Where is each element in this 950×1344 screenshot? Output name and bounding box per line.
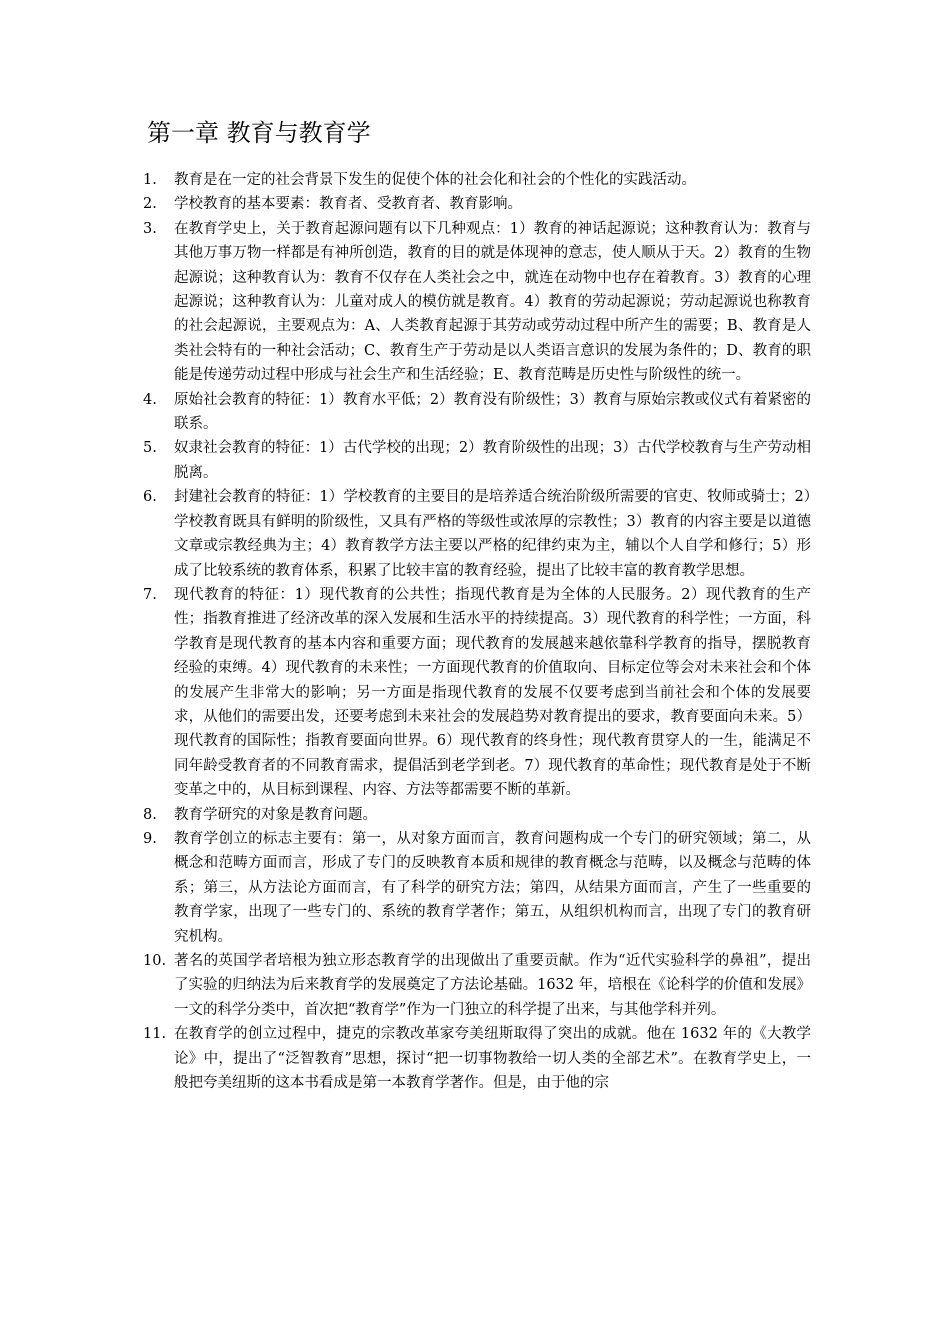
list-item [0, 192, 811, 216]
list-item-number: 5. [143, 440, 157, 457]
list-item-number: 8. [143, 806, 157, 823]
list-item-text: 教育学创立的标志主要有：第一，从对象方面而言，教育问题构成一个专门的研究领域；第二，从概念和范畴方面而言，形成了专门的反映教育本质和规律的教育概念与范畴，以及概念与范畴的体系；第三，从方法论方面而言，有了科学的研究方法；第四，从结果方面而言，产生了一些重要的教育学家，出现了一些专门的、系统的教育学著作；第五，从组织机构而言，出现了专门的教育研究机构。 [174, 830, 811, 945]
list-item-text: 在教育学史上，关于教育起源问题有以下几种观点：1）教育的神话起源说；这种教育认为：教育与其他万事万物一样都是有神所创造，教育的目的就是体现神的意志，使人顺从于天。2）教育的生物起源说；这种教育认为：教育不仅存在人类社会之中，就连在动物中也存在着教育。3）教育的心理起源说；这种教育认为：儿童对成人的模仿就是教育。4）教育的劳动起源说；劳动起源说也称教育的社会起源说，主要观点为：A、人类教育起源于其劳动或劳动过程中所产生的需要；B、教育是人类社会特有的一种社会活动；C、教育生产于劳动是以人类语言意识的发展为条件的；D、教育的职能是传递劳动过程中形成与社会生产和生活经验；E、教育范畴是历史性与阶级性的统一。 [174, 220, 811, 384]
list-item-number: 2. [143, 196, 157, 213]
list-item-text: 著名的英国学者培根为独立形态教育学的出现做出了重要贡献。作为“近代实验科学的鼻祖”，提出了实验的归纳法为后来教育学的发展奠定了方法论基础。1632 年，培根在《论科学的价值和发展》一文的科学分类中，首次把“教育学”作为一门独立的科学提了出来，与其他学科并列。 [174, 953, 811, 1018]
list-item-text: 教育是在一定的社会背景下发生的促使个体的社会化和社会的个性化的实践活动。 [174, 172, 696, 188]
list-item-number: 7. [143, 586, 157, 603]
list-item [0, 583, 811, 803]
list-item-text: 原始社会教育的特征：1）教育水平低；2）教育没有阶级性；3）教育与原始宗教或仪式有着紧密的联系。 [174, 391, 811, 433]
list-item [0, 388, 811, 437]
list-item [0, 485, 811, 583]
list-item-number: 1. [143, 172, 157, 188]
list-item-text: 现代教育的特征：1）现代教育的公共性；指现代教育是为全体的人民服务。2）现代教育的生产性；指教育推进了经济改革的深入发展和生活水平的持续提高。3）现代教育的科学性；一方面，科学教育是现代教育的基本内容和重要方面；现代教育的发展越来越依靠科学教育的指导，摆脱教育经验的束缚。4）现代教育的未来性；一方面现代教育的价值取向、目标定位等会对未来社会和个体的发展产生非常大的影响；另一方面是指现代教育的发展不仅要考虑到当前社会和个体的发展要求，从他们的需要出发，还要考虑到未来社会的发展趋势对教育提出的要求，教育要面向未来。5）现代教育的国际性；指教育要面向世界。6）现代教育的终身性；现代教育贯穿人的一生，能满足不同年龄受教育者的不同教育需求，提倡活到老学到老。7）现代教育的革命性；现代教育是处于不断变革之中的，从目标到课程、内容、方法等都需要不断的革新。 [174, 586, 811, 799]
list-item-number: 6. [143, 489, 157, 506]
list-item [0, 217, 811, 388]
list-item-text: 在教育学的创立过程中，捷克的宗教改革家夸美纽斯取得了突出的成就。他在 1632 年的《大教学论》中，提出了“泛智教育”思想，探讨“把一切事物教给一切人类的全部艺术”。在教育学史上，一般把夸美纽斯的这本书看成是第一本教育学著作。但是，由于他的宗 [174, 1026, 811, 1092]
list-item [0, 168, 811, 192]
chapter-title: 第一章 教育与教育学 [147, 119, 371, 147]
list-item-number: 9. [143, 830, 157, 847]
list-item [0, 949, 811, 1022]
list-item-number: 10. [143, 953, 167, 969]
list-item-text: 学校教育的基本要素：教育者、受教育者、教育影响。 [174, 196, 522, 213]
numbered-list [0, 168, 950, 1095]
list-item-text: 奴隶社会教育的特征：1）古代学校的出现；2）教育阶级性的出现；3）古代学校教育与生产劳动相脱离。 [174, 440, 811, 481]
list-item-number: 11. [143, 1026, 167, 1043]
list-item-text: 教育学研究的对象是教育问题。 [174, 806, 377, 823]
list-item-text: 封建社会教育的特征：1）学校教育的主要目的是培养适合统治阶级所需要的官吏、牧师或骑士；2）学校教育既具有鲜明的阶级性，又具有严格的等级性或浓厚的宗教性；3）教育的内容主要是以道德文章或宗教经典为主；4）教育教学方法主要以严格的纪律约束为主，辅以个人自学和修行；5）形成了比较系统的教育体系，积累了比较丰富的教育经验，提出了比较丰富的教育教学思想。 [174, 489, 811, 579]
list-item [0, 827, 811, 949]
list-item-number: 3. [143, 220, 157, 237]
list-item [0, 1022, 811, 1095]
list-item [0, 803, 811, 827]
list-item-number: 4. [143, 391, 157, 408]
list-item [0, 436, 811, 485]
